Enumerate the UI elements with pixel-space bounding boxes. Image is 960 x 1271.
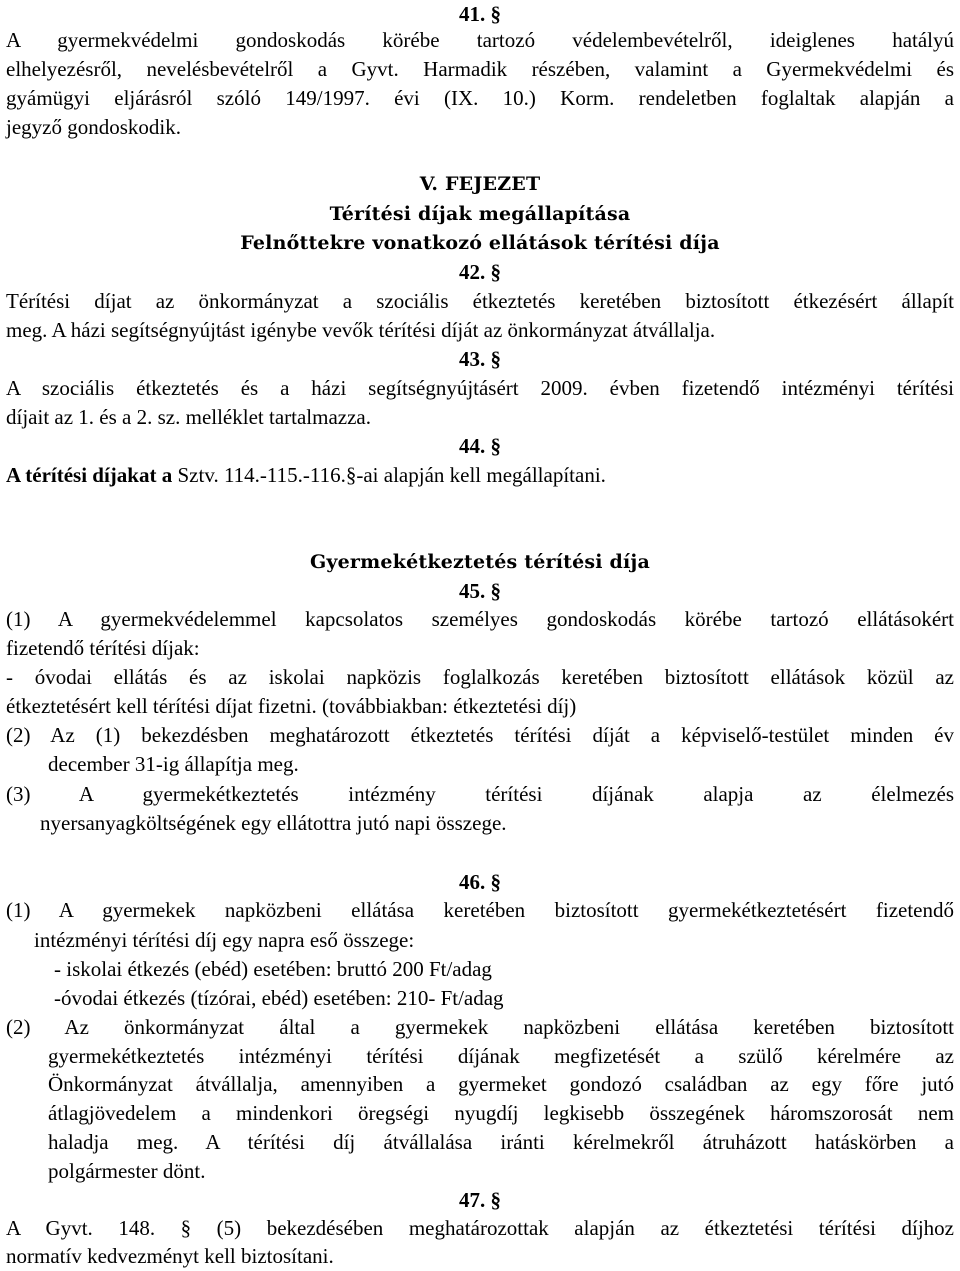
- text-line: jegyző gondoskodik.: [6, 115, 181, 139]
- text-line: A Gyvt. 148. § (5) bekezdésében meghatározottak alapján az étkeztetési térítési díjhoz: [6, 1216, 954, 1240]
- text-phrase: Sztv. 114.-115.-116.§-ai alapján kell megállapítani.: [172, 463, 606, 487]
- text-line: átlagjövedelem a mindenkori öregségi nyugdíj legkisebb összegének háromszorosát nem: [48, 1101, 954, 1125]
- section-heading-44: 44. §: [459, 434, 501, 458]
- text-line: - óvodai ellátás és az iskolai napközis foglalkozás keretében biztosított ellátások közül az: [6, 665, 954, 689]
- text-line: Térítési díjat az önkormányzat a szociális étkeztetés keretében biztosított étkezésért állapít: [6, 289, 954, 313]
- chapter-number: V. FEJEZET: [419, 173, 541, 195]
- text-line: (1) A gyermekvédelemmel kapcsolatos személyes gondoskodás körébe tartozó ellátásokért: [6, 607, 954, 631]
- text-line: (3) A gyermekétkeztetés intézmény térítési díjának alapja az élelmezés: [6, 782, 954, 806]
- text-line: étkeztetésért kell térítési díjat fizetni. (továbbiakban: étkeztetési díj): [6, 694, 577, 718]
- text-line: normatív kedvezményt kell biztosítani.: [6, 1244, 334, 1268]
- text-line: díjait az 1. és a 2. sz. melléklet tartalmazza.: [6, 405, 371, 429]
- text-line: haladja meg. A térítési díj átvállalása iránti kérelmekről átruházott hatáskörben a: [48, 1130, 954, 1154]
- text-line: polgármester dönt.: [48, 1159, 206, 1183]
- section-heading-42: 42. §: [459, 260, 501, 284]
- bold-phrase: A térítési díjakat a: [6, 463, 173, 487]
- text-line: gyámügyi eljárásról szóló 149/1997. évi (IX. 10.) Korm. rendeletben foglaltak alapján a: [6, 86, 954, 110]
- text-line: fizetendő térítési díjak:: [6, 636, 200, 660]
- section-heading-41: 41. §: [459, 2, 501, 26]
- text-line: meg. A házi segítségnyújtást igénybe vevők térítési díját az önkormányzat átvállalja.: [6, 318, 716, 342]
- text-line: gyermekétkeztetés intézményi térítési díjának megfizetését a szülő kérelmére az: [48, 1044, 954, 1068]
- chapter-subtitle: Felnőttekre vonatkozó ellátások térítési díja: [240, 232, 720, 254]
- text-line: -óvodai étkezés (tízórai, ebéd) esetében: 210- Ft/adag: [54, 986, 504, 1010]
- section-heading-46: 46. §: [459, 870, 501, 894]
- text-line: Önkormányzat átvállalja, amennyiben a gyermeket gondozó családban az egy főre jutó: [48, 1072, 954, 1096]
- chapter-title: Térítési díjak megállapítása: [329, 203, 631, 225]
- section-heading-43: 43. §: [459, 347, 501, 371]
- text-line: (2) Az (1) bekezdésben meghatározott étkeztetés térítési díját a képviselő-testület minden év: [6, 723, 954, 747]
- section-heading-47: 47. §: [459, 1188, 501, 1212]
- text-line: A gyermekvédelmi gondoskodás körébe tartozó védelembevételről, ideiglenes hatályú: [6, 28, 954, 52]
- text-line: nyersanyagköltségének egy ellátottra jutó napi összege.: [40, 811, 507, 835]
- text-line: intézményi térítési díj egy napra eső összege:: [34, 928, 415, 952]
- section-title: Gyermekétkeztetés térítési díja: [309, 551, 651, 573]
- text-line: (1) A gyermekek napközbeni ellátása keretében biztosított gyermekétkeztetésért fizetendő: [6, 898, 954, 922]
- text-line: december 31-ig állapítja meg.: [48, 752, 299, 776]
- text-line: [6, 461, 606, 490]
- section-heading-45: 45. §: [459, 579, 501, 603]
- text-line: - iskolai étkezés (ebéd) esetében: bruttó 200 Ft/adag: [54, 957, 492, 981]
- text-line: elhelyezésről, nevelésbevételről a Gyvt. Harmadik részében, valamint a Gyermekvédelmi és: [6, 57, 954, 81]
- text-line: (2) Az önkormányzat által a gyermekek napközbeni ellátása keretében biztosított: [6, 1015, 954, 1039]
- text-line: A szociális étkeztetés és a házi segítségnyújtásért 2009. évben fizetendő intézményi térítési: [6, 376, 954, 400]
